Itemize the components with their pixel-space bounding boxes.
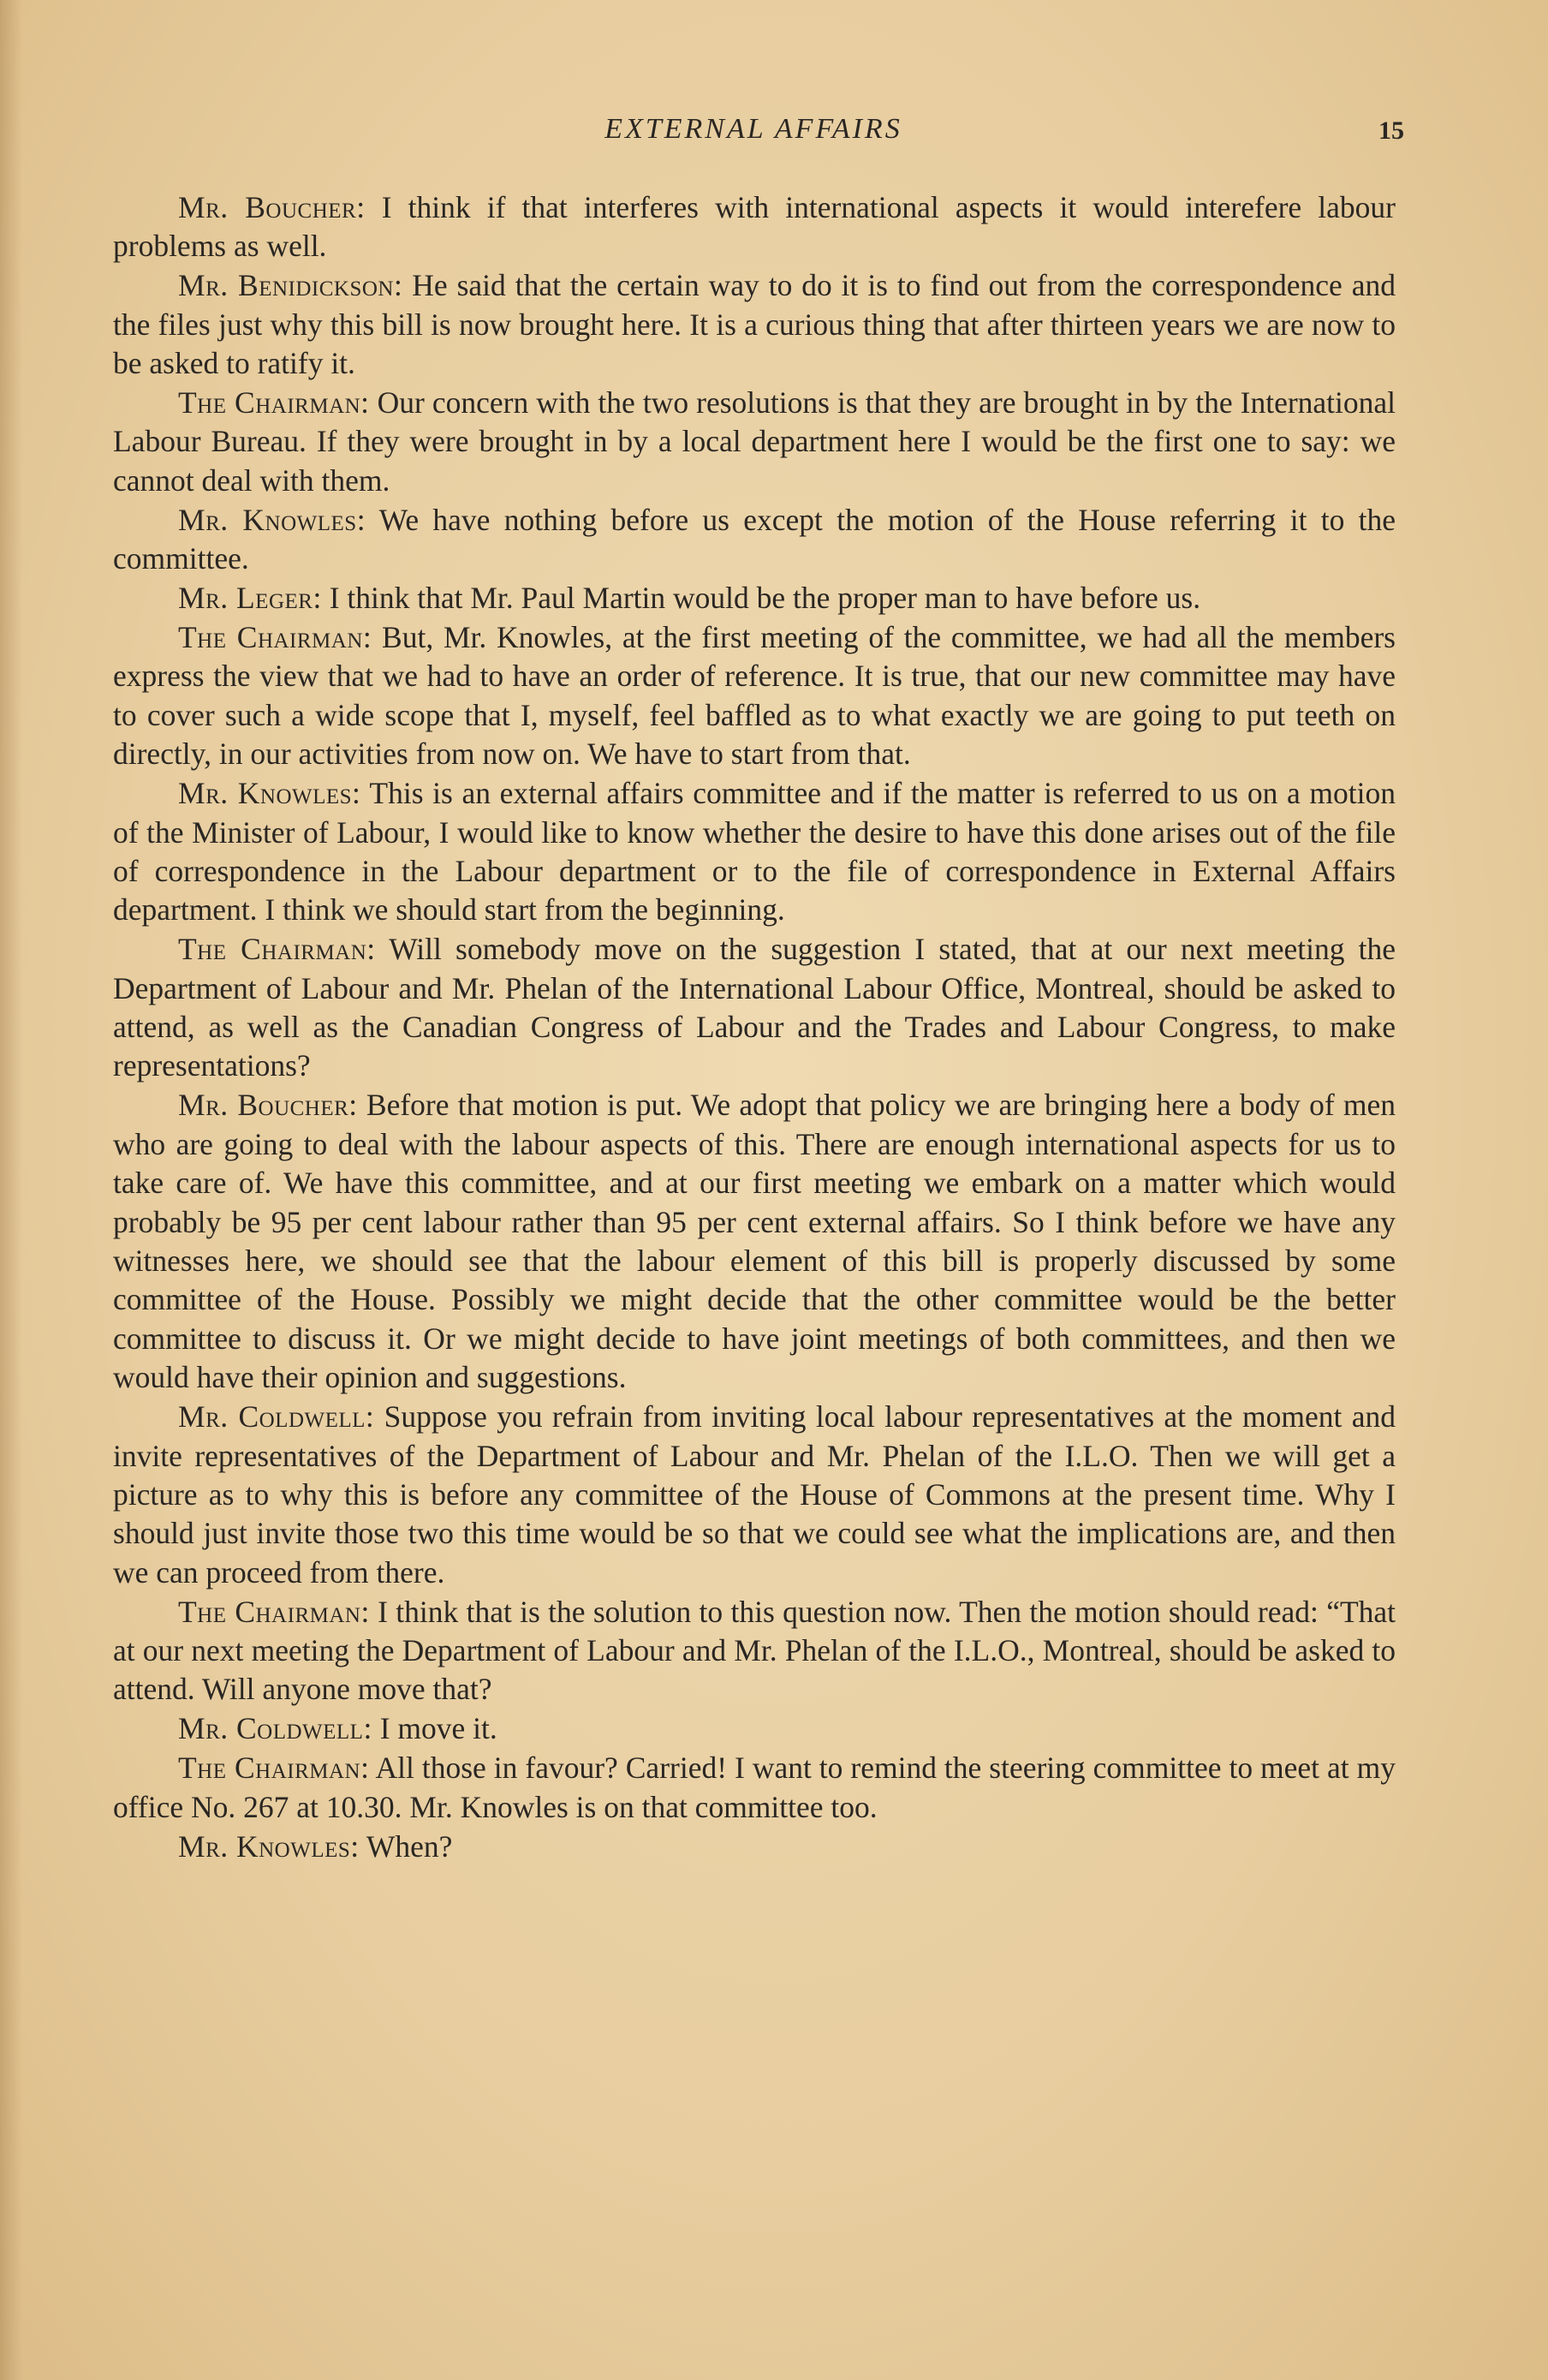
speech-text: All those in favour? Carried! I want to remind the steering committee to meet at my office No. 267 at 10.30. Mr. Knowles is on that committee too. [113, 1751, 1396, 1824]
speech-text: I think that Mr. Paul Martin would be the proper man to have before us. [321, 581, 1201, 616]
paragraph-6 [113, 618, 1396, 774]
paragraph-13 [113, 1749, 1396, 1827]
speech-text: I think that is the solution to this question now. Then the motion should read: “That at our next meeting the Department of Labour and Mr. Phelan of the I.L.O., Montreal, should be asked to attend. Will anyone move that? [113, 1594, 1396, 1707]
speaker-name: Mr. Boucher: [178, 190, 366, 224]
speaker-name: The Chairman: [178, 385, 370, 421]
paragraph-2 [113, 266, 1396, 383]
speaker-name: Mr. Leger: [178, 581, 322, 616]
speech-text: But, Mr. Knowles, at the first meeting of the committee, we had all the members express the view that we had to have an order of reference. It is true, that our new committee may have to cover such a wide scope that I, myself, feel baffled as to what exactly we are going to put teeth on directly, in our activities from now on. We have to start from that. [113, 619, 1396, 772]
speaker-name: Mr. Coldwell: [178, 1711, 372, 1746]
speech-text: He said that the certain way to do it is to find out from the correspondence and the files just why this bill is now brought here. It is a curious thing that after thirteen years we are now to be asked to ratify it. [113, 268, 1396, 381]
speech-text: This is an external affairs committee and if the matter is referred to us on a motion of the Minister of Labour, I would like to know whether the desire to have this done arises out of the file of correspondence in the Labour department or to the file of correspondence in External Affairs department. I think we should start from the beginning. [113, 776, 1396, 928]
paragraph-11 [113, 1593, 1396, 1709]
transcript-body [113, 188, 1396, 1866]
paragraph-4 [113, 501, 1396, 579]
speech-text: I move it. [372, 1711, 497, 1746]
paragraph-14 [113, 1828, 1396, 1866]
speech-text: Suppose you refrain from inviting local labour representatives at the moment and invite representatives of the Department of Labour and Mr. Phelan of the I.L.O. Then we will get a picture as to why this is before any committee of the House of Commons at the present time. Why I should just invite those two this time would be so that we could see what the implications are, and then we can proceed from there. [113, 1399, 1396, 1590]
paragraph-5 [113, 579, 1396, 617]
page-edge-shadow [0, 0, 22, 2380]
speech-text: When? [359, 1828, 453, 1864]
speaker-name: Mr. Knowles: [178, 776, 361, 811]
page-number: 15 [1378, 116, 1404, 145]
speaker-name: The Chairman: [178, 1594, 370, 1629]
paragraph-10 [113, 1398, 1396, 1592]
speaker-name: Mr. Boucher: [178, 1088, 358, 1123]
speech-text: Will somebody move on the suggestion I stated, that at our next meeting the Department of Labour and Mr. Phelan of the International Labour Office, Montreal, should be asked to attend, as well as the Canadian Congress of Labour and the Trades and Labour Congress, to make representations? [113, 932, 1396, 1083]
speech-text: Our concern with the two resolutions is that they are brought in by the International Labour Bureau. If they were brought in by a local department here I would be the first one to say: we cannot deal with them. [113, 385, 1396, 498]
paragraph-9 [113, 1086, 1396, 1397]
speaker-name: Mr. Coldwell: [178, 1399, 375, 1435]
speaker-name: Mr. Benidickson: [178, 268, 403, 303]
paragraph-8 [113, 930, 1396, 1086]
paragraph-3 [113, 384, 1396, 500]
speech-text: Before that motion is put. We adopt that policy we are bringing here a body of men who are going to deal with the labour aspects of this. There are enough international aspects for us to take care of. We have this committee, and at our first meeting we embark on a matter which would probably be 95 per cent labour rather than 95 per cent external affairs. So I think before we have any witnesses here, we should see that the labour element of this bill is properly discussed by some committee of the House. Possibly we might decide that the other committee would be the better committee to discuss it. Or we might decide to have joint meetings of both committees, and then we would have their opinion and suggestions. [113, 1088, 1396, 1395]
paragraph-7 [113, 774, 1396, 930]
speaker-name: The Chairman: [178, 932, 376, 967]
speaker-name: Mr. Knowles: [178, 502, 366, 537]
running-title: EXTERNAL AFFAIRS [604, 113, 902, 145]
speaker-name: The Chairman: [178, 1751, 370, 1786]
paragraph-12 [113, 1709, 1396, 1748]
speech-text: I think if that interferes with international aspects it would interefere labour problems as well. [113, 190, 1396, 264]
paragraph-1 [113, 188, 1396, 266]
speaker-name: Mr. Knowles: [178, 1828, 360, 1864]
speech-text: We have nothing before us except the motion of the House referring it to the committee. [113, 502, 1396, 576]
speaker-name: The Chairman: [178, 619, 372, 654]
page-header [103, 113, 1404, 164]
